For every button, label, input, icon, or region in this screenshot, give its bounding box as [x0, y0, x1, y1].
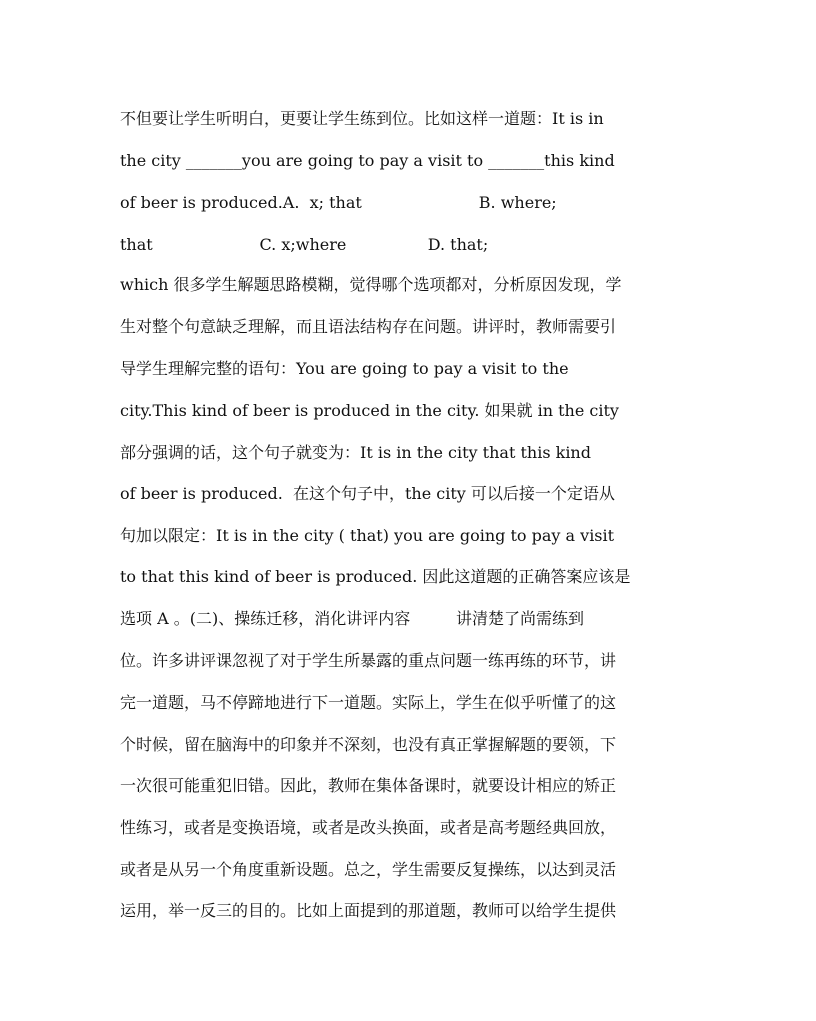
text-line: 运用，举一反三的目的。比如上面提到的那道题，教师可以给学生提供 — [120, 901, 617, 920]
text-line: 部分强调的话，这个句子就变为：It is in the city that this kind — [120, 443, 591, 462]
text-line: city.This kind of beer is produced in the city. 如果就 in the city — [120, 401, 619, 420]
text-line: which 很多学生解题思路模糊，觉得哪个选项都对，分析原因发现，学 — [120, 275, 622, 294]
text-line: 生对整个句意缺乏理解，而且语法结构存在问题。讲评时，教师需要引 — [120, 317, 617, 336]
text-line: 导学生理解完整的语句：You are going to pay a visit to the — [120, 359, 569, 378]
text-line: 个时候，留在脑海中的印象并不深刻，也没有真正掌握解题的要领，下 — [120, 735, 617, 754]
text-line: 或者是从另一个角度重新设题。总之，学生需要反复操练，以达到灵活 — [120, 860, 617, 879]
text-line: 不但要让学生听明白，更要让学生练到位。比如这样一道题：It is in — [120, 109, 604, 128]
text-line: 位。许多讲评课忽视了对于学生所暴露的重点问题一练再练的环节，讲 — [120, 651, 617, 670]
text-line: to that this kind of beer is produced. 因此这道题的正确答案应该是 — [120, 567, 631, 586]
text-line: 选项 A 。(二)、操练迁移，消化讲评内容 讲清楚了尚需练到 — [120, 609, 584, 628]
text-line: 一次很可能重犯旧错。因此，教师在集体备课时，就要设计相应的矫正 — [120, 776, 617, 795]
text-line: of beer is produced. 在这个句子中，the city 可以后接一个定语从 — [120, 484, 615, 503]
text-line: that C. x;where D. that; — [120, 235, 489, 254]
text-line: of beer is produced.A. x; that B. where; — [120, 193, 557, 212]
text-line: 句加以限定：It is in the city ( that) you are going to pay a visit — [120, 526, 615, 545]
text-line: 完一道题，马不停蹄地进行下一道题。实际上，学生在似乎听懂了的这 — [120, 693, 617, 712]
text-line: 性练习，或者是变换语境，或者是改头换面，或者是高考题经典回放， — [120, 818, 617, 837]
text-line: the city _______you are going to pay a visit to _______this kind — [120, 151, 615, 170]
